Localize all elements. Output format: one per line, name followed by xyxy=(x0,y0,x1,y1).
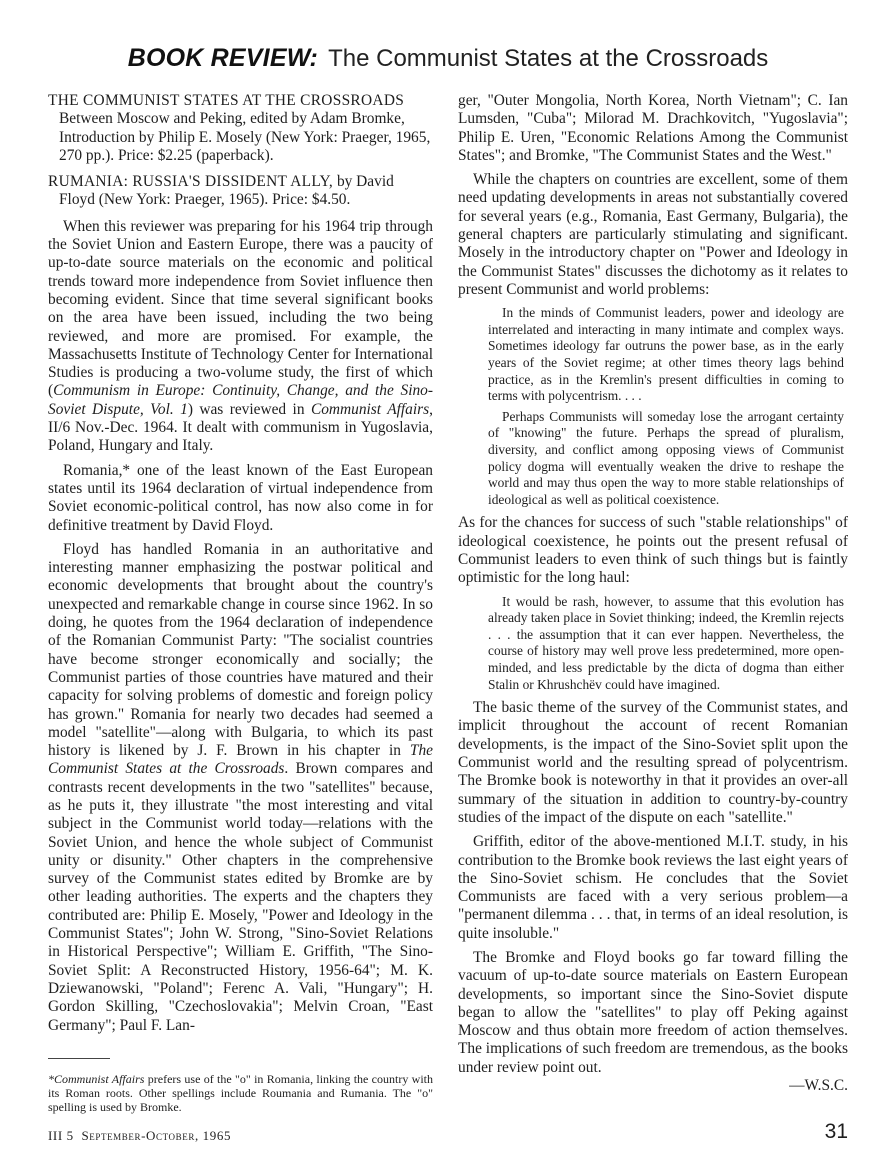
paragraph: The basic theme of the survey of the Communist states, and implicit throughout the account of recent Romanian developments, is the impact of the Sino-Soviet split upon the Communist world and the resulting spread of polycentrism. The Bromke book is noteworthy in that it provides an over-all summary of the situation in addition to country-by-country studies of the impact of the dispute on each "satellite." xyxy=(458,699,848,826)
left-column xyxy=(48,92,433,1041)
page-title: The Communist States at the Crossroads xyxy=(328,45,769,72)
text-run: Floyd has handled Romania in an authoritative and interesting manner emphasizing the postwar political and economic developments that brought about the country's unexpected and remarkable change in course since 1962. In so doing, he quotes from the 1964 declaration of independence of the Romanian Communist Party: "The socialist countries have become stronger economically and socially; the Communist parties of those countries have matured and their capacity for solving problems of domestic and foreign policy has grown." Romania for nearly two decades had seemed a model "satellite"—along with Bulgaria, to which its past history is likened by J. F. Brown in his chapter in xyxy=(48,540,433,760)
paragraph xyxy=(48,218,433,456)
block-quote xyxy=(488,594,844,694)
signature-row xyxy=(458,1077,848,1095)
italic-title: Communist Affairs xyxy=(310,400,430,418)
footnote-marker: *Communist Affairs xyxy=(48,1072,145,1086)
text-run: When this reviewer was preparing for his 1964 trip through the Soviet Union and Eastern Europe, there was a paucity of up-to-date source materials on the economic and political trends toward more independence from Soviet influence then becoming evident. Since that time several significant books on the area have been issued, including the two being reviewed, and more are promised. For example, the Massachusetts Institute of Technology Center for International Studies is producing a two-volume study, the first of which ( xyxy=(48,217,434,400)
issue-date: September-October, 1965 xyxy=(81,1128,232,1143)
paragraph: The Bromke and Floyd books go far toward filling the vacuum of up-to-date source materials on Eastern European developments, so important since the Sino-Soviet dispute began to allow the "satellites" to play off Peking against Moscow and thus obtain more freedom of action themselves. The implications of such freedom are tremendous, as the books under review point out. xyxy=(458,949,848,1076)
quote-paragraph: In the minds of Communist leaders, power and ideology are interrelated and interacting in many intimate and complex ways. Sometimes ideology far outruns the power base, as in the early years of the Soviet regime; at other times theory lags behind practice, as in the Kremlin's present difficulties in coming to terms with polycentrism. . . . xyxy=(488,305,844,404)
paragraph: Griffith, editor of the above-mentioned M.I.T. study, in his contribution to the Bromke book reviews the last eight years of the Sino-Soviet schism. He concludes that the Soviet Communists are faced with a very serious problem—a "permanent dilemma . . . that, in terms of an ideal resolution, is quite insoluble." xyxy=(458,833,848,942)
issue-number: III 5 xyxy=(48,1128,74,1143)
book-details: by David Floyd (New York: Praeger, 1965). Price: $4.50. xyxy=(59,173,394,209)
footnote-divider xyxy=(48,1058,110,1059)
block-quote xyxy=(488,305,844,508)
right-column xyxy=(458,92,848,1095)
italic-title: The Communist States at the Crossroads xyxy=(48,742,433,778)
book-citation-2 xyxy=(48,173,433,210)
page-number: 31 xyxy=(824,1120,848,1143)
footnote-text: prefers use of the "o" in Romania, linking the country with its Roman roots. Other spellings include Roumania and Rumania. The "o" spelling is used by Bromke. xyxy=(48,1072,433,1114)
text-run: . Brown compares and contrasts recent developments in the two "satellites" because, as he puts it, they illustrate "the most interesting and vital subject in the Communist world today—relations with the Soviet Union, and hence the whole subject of Communist unity or disunity." Other chapters in the comprehensive survey of the Communist states edited by Bromke are by other leading authorities. The experts and the chapters they contributed are: Philip E. Mosely, "Power and Ideology in the Communist States"; John W. Strong, "Sino-Soviet Relations in Historical Perspective"; William E. Griffith, "The Sino-Soviet Split: A Reconstructed History, 1956-64"; M. K. Dziewanowski, "Poland"; Ferenc A. Vali, "Hungary"; H. Gordon Skilling, "Czechoslovakia"; Melvin Croan, "East Germany"; Paul F. Lan- xyxy=(48,760,434,1034)
issue-footer xyxy=(48,1128,231,1144)
book-details: Between Moscow and Peking, edited by Adam Bromke, Introduction by Philip E. Mosely (New York: Praeger, 1965, 270 pp.). Price: $2.25 (paperback). xyxy=(59,110,431,164)
book-citation-1 xyxy=(48,92,433,165)
paragraph: ger, "Outer Mongolia, North Korea, North Vietnam"; C. Ian Lumsden, "Cuba"; Milorad M. Drachkovitch, "Yugoslavia"; Philip E. Uren, "Economic Relations Among the Communist States"; and Bromke, "The Communist States and the West." xyxy=(458,92,848,164)
text-run: , II/6 Nov.-Dec. 1964. It dealt with communism in Yugoslavia, Poland, Hungary and Italy. xyxy=(48,400,433,455)
page-header xyxy=(0,44,896,73)
book-title: THE COMMUNIST STATES AT THE CROSSROADS xyxy=(48,92,405,109)
paragraph xyxy=(48,541,433,1035)
italic-title: Communism in Europe: Continuity, Change, and the Sino-Soviet Dispute, Vol. 1 xyxy=(48,382,433,418)
paragraph: As for the chances for success of such "stable relationships" of ideological coexistence, he points out the present refusal of Communist leaders to even think of such things but is faintly optimistic for the long haul: xyxy=(458,514,848,587)
paragraph: Romania,* one of the least known of the East European states until its 1964 declaration of virtual independence from Soviet economic-political control, has now also come in for definitive treatment by David Floyd. xyxy=(48,461,433,534)
book-title: RUMANIA: RUSSIA'S DISSIDENT ALLY, xyxy=(48,173,334,191)
paragraph: While the chapters on countries are excellent, some of them need updating developments in areas not substantially covered for several years (e.g., Romania, East Germany, Bulgaria), the general chapters are particularly stimulating and significant. Mosely in the introductory chapter on "Power and Ideology in the Communist States" discusses the dichotomy as it relates to present Communist and world problems: xyxy=(458,171,848,298)
quote-paragraph: Perhaps Communists will someday lose the arrogant certainty of "knowing" the future. Perhaps the spread of pluralism, diversity, and conflict among opposing views of Communist policy dogma will eventually weaken the drive to reshape the world and may thus open the way to more stable relationships of ideological as well as political coexistence. xyxy=(488,408,844,507)
footnote xyxy=(48,1072,433,1114)
section-kicker: BOOK REVIEW: xyxy=(127,44,319,72)
author-signature: —W.S.C. xyxy=(789,1077,848,1095)
quote-paragraph: It would be rash, however, to assume that this evolution has already taken place in Soviet thinking; indeed, the Kremlin rejects . . . the assumption that it can ever happen. Nevertheless, the course of history may well prove less predetermined, more open-minded, and less predictable by the dicta of dogma than either Stalin or Khrushchëv could have imagined. xyxy=(488,593,844,692)
text-run: ) was reviewed in xyxy=(187,400,311,418)
